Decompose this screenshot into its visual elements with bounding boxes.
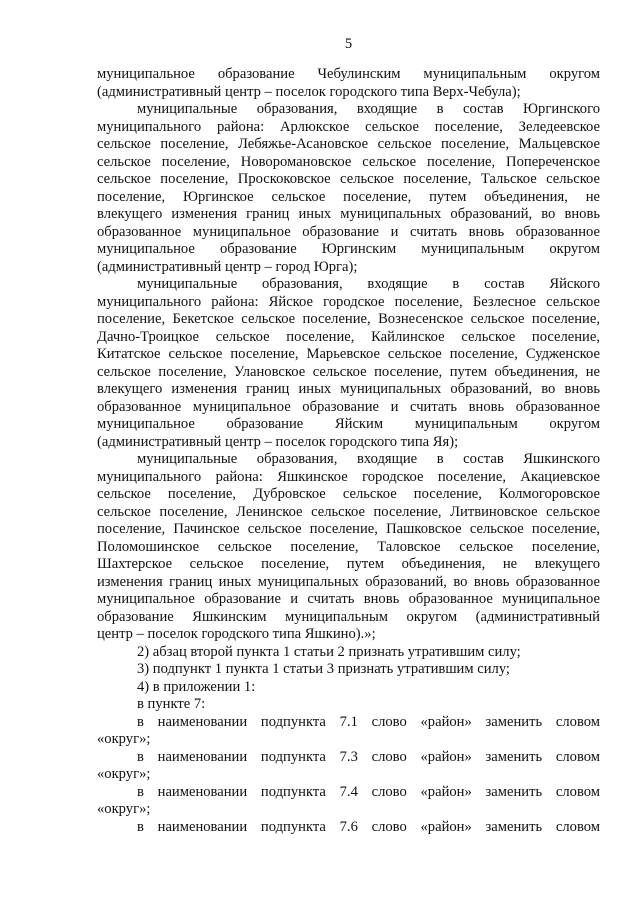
text-line: в наименовании подпункта 7.3 слово «район» заменить словом [137,748,600,765]
text-line: (административный центр – город Юрга); [97,258,358,275]
text-line: муниципальные образования, входящие в состав Яшкинского [137,451,600,467]
document-body [97,66,600,836]
text-line: 4) в приложении 1: [137,678,256,695]
text-line: сельское поселение, Новоромановское сельское поселение, Попереченское [97,153,600,170]
text-line: муниципальное образование Юргинским муниципальным округом [97,241,600,257]
text-line: 2) абзац второй пункта 1 статьи 2 признать утратившим силу; [137,643,521,660]
text-line: образованное муниципальное образование и считать вновь образованное [97,398,600,415]
text-line: поселение, Бекетское сельское поселение, Вознесенское сельское поселение, [97,311,600,327]
text-line: центр – поселок городского типа Яшкино).»; [97,626,376,642]
page-number: 5 [344,36,353,52]
text-line: Китатское сельское поселение, Марьевское сельское поселение, Судженское [97,346,600,362]
paragraph [97,66,600,101]
text-line: муниципальное образование Чебулинским муниципальным округом [97,66,600,82]
text-line: муниципальные образования, входящие в состав Юргинского [137,101,600,117]
text-line: Дачно-Троицкое сельское поселение, Кайлинское сельское поселение, [97,328,600,345]
text-line: (административный центр – поселок городского типа Яя); [97,433,459,450]
text-line: сельское поселение, Проскоковское сельское поселение, Тальское сельское [97,171,600,187]
text-line: поселение, Юргинское сельское поселение, путем объединения, не [97,188,600,205]
text-line: в наименовании подпункта 7.6 слово «район» заменить словом [137,818,600,835]
text-line: 3) подпункт 1 пункта 1 статьи 3 признать утратившим силу; [137,661,510,677]
text-line: муниципальные образования, входящие в состав Яйского [137,276,600,292]
text-line: Поломошинское сельское поселение, Таловское сельское поселение, [97,538,600,555]
text-line: муниципального района: Яшкинское городское поселение, Акациевское [97,468,600,485]
paragraph [97,819,600,837]
paragraph [97,451,600,644]
paragraph [97,101,600,276]
text-line: муниципальное образование Яйским муниципальным округом [97,416,600,432]
text-line: в пункте 7: [137,696,206,712]
text-line: муниципального района: Арлюкское сельское поселение, Зеледеевское [97,118,600,135]
paragraph [97,276,600,451]
text-line: образованное муниципальное образование и считать вновь образованное [97,223,600,240]
paragraph [97,749,600,784]
paragraph [97,784,600,819]
text-line: (административный центр – поселок городского типа Верх-Чебула); [97,83,521,100]
text-line: Шахтерское сельское поселение, путем объединения, не влекущего [97,556,600,572]
text-line: муниципального района: Яйское городское поселение, Безлесное сельское [97,293,600,310]
text-line: сельское поселение, Ленинское сельское поселение, Литвиновское сельское [97,503,600,520]
text-line: «округ»; [97,766,151,782]
text-line: сельское поселение, Лебяжье-Асановское сельское поселение, Мальцевское [97,136,600,152]
paragraph [97,661,600,679]
text-line: влекущего изменения границ иных муниципальных образований, во вновь [97,206,600,222]
text-line: муниципальное образование и считать вновь образованное муниципальное [97,591,600,607]
text-line: «округ»; [97,801,151,817]
paragraph [97,644,600,662]
paragraph [97,714,600,749]
paragraph [97,679,600,697]
text-line: поселение, Пачинское сельское поселение, Пашковское сельское поселение, [97,521,600,537]
text-line: сельское поселение, Улановское сельское поселение, путем объединения, не [97,363,600,380]
text-line: «округ»; [97,731,151,747]
text-line: сельское поселение, Дубровское сельское поселение, Колмогоровское [97,486,600,502]
text-line: влекущего изменения границ иных муниципальных образований, во вновь [97,381,600,397]
text-line: в наименовании подпункта 7.1 слово «район» заменить словом [137,713,600,730]
paragraph [97,696,600,714]
text-line: изменения границ иных муниципальных образований, во вновь образованное [97,573,600,590]
text-line: образование Яшкинским муниципальным округом (административный [97,608,600,625]
text-line: в наименовании подпункта 7.4 слово «район» заменить словом [137,783,600,800]
